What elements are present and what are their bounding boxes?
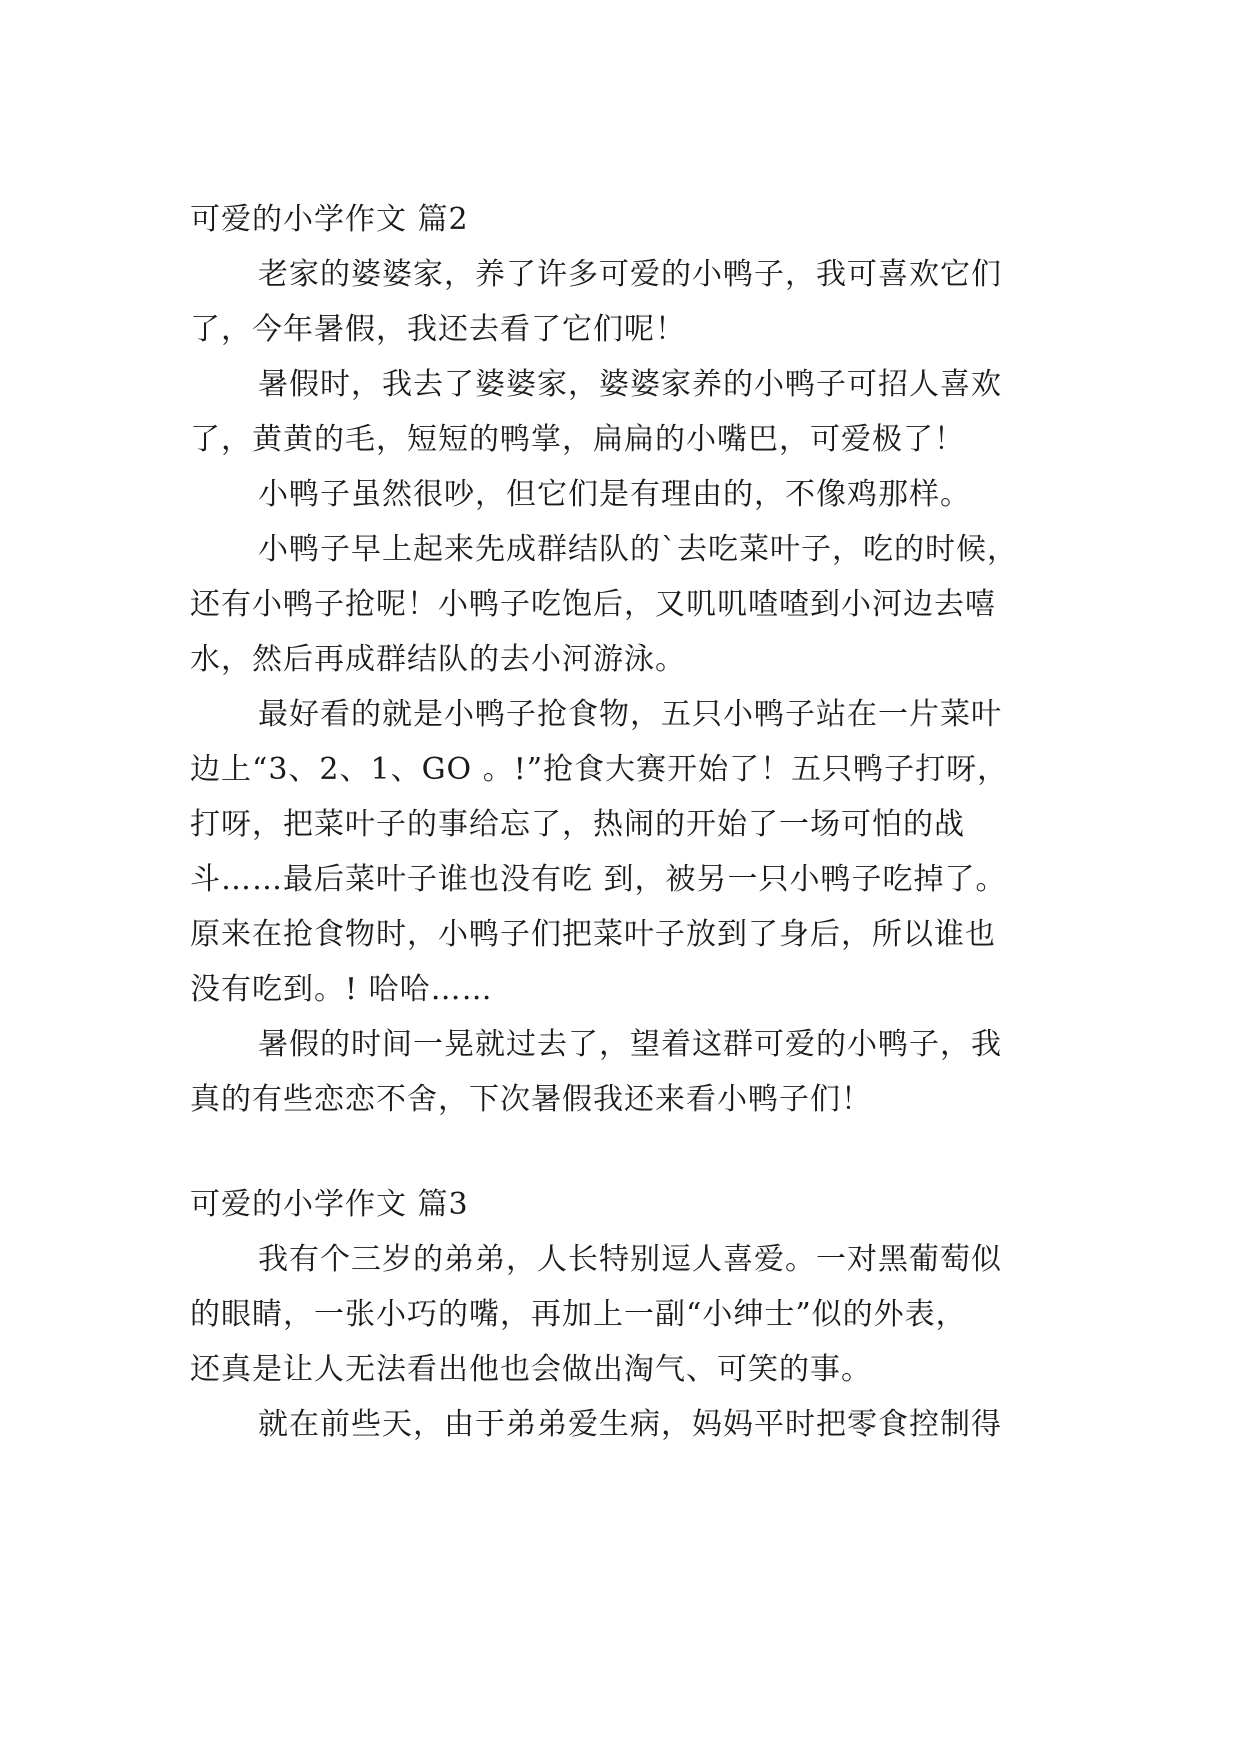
paragraph-line: 没有吃到。! 哈哈……: [190, 972, 493, 1007]
section-title: 可爱的小学作文 篇3: [190, 1187, 469, 1222]
paragraph-line: 还真是让人无法看出他也会做出淘气、可笑的事。: [190, 1352, 872, 1387]
paragraph-line: 水，然后再成群结队的去小河游泳。: [190, 642, 686, 677]
paragraph-line: 打呀，把菜叶子的事给忘了，热闹的开始了一场可怕的战: [190, 807, 965, 842]
paragraph-line: 老家的婆婆家，养了许多可爱的小鸭子，我可喜欢它们: [258, 257, 1002, 292]
paragraph-line: 暑假的时间一晃就过去了，望着这群可爱的小鸭子，我: [258, 1027, 1002, 1062]
paragraph-line: 了，黄黄的毛，短短的鸭掌，扁扁的小嘴巴，可爱极了！: [190, 422, 965, 457]
paragraph-line: 小鸭子早上起来先成群结队的`去吃菜叶子，吃的时候，: [258, 532, 1018, 567]
paragraph-line: 最好看的就是小鸭子抢食物，五只小鸭子站在一片菜叶: [258, 697, 1002, 732]
paragraph-line: 就在前些天，由于弟弟爱生病，妈妈平时把零食控制得: [258, 1407, 1002, 1442]
paragraph-line: 的眼睛，一张小巧的嘴，再加上一副“小绅士”似的外表，: [190, 1297, 967, 1332]
paragraph-line: 还有小鸭子抢呢！小鸭子吃饱后，又叽叽喳喳到小河边去嘻: [190, 587, 996, 622]
paragraph-line: 真的有些恋恋不舍，下次暑假我还来看小鸭子们！: [190, 1082, 872, 1117]
paragraph-line: 原来在抢食物时，小鸭子们把菜叶子放到了身后，所以谁也: [190, 917, 996, 952]
paragraph-line: 暑假时，我去了婆婆家，婆婆家养的小鸭子可招人喜欢: [258, 367, 1002, 402]
paragraph-line: 边上“3、2、1、GO 。!”抢食大赛开始了！五只鸭子打呀，: [190, 752, 1009, 787]
section-title: 可爱的小学作文 篇2: [190, 202, 469, 237]
paragraph-line: 斗……最后菜叶子谁也没有吃 到，被另一只小鸭子吃掉了。: [190, 862, 1007, 897]
paragraph-line: 小鸭子虽然很吵，但它们是有理由的，不像鸡那样。: [258, 477, 971, 512]
paragraph-line: 了，今年暑假，我还去看了它们呢！: [190, 312, 686, 347]
paragraph-line: 我有个三岁的弟弟，人长特别逗人喜爱。一对黑葡萄似: [258, 1242, 1002, 1277]
